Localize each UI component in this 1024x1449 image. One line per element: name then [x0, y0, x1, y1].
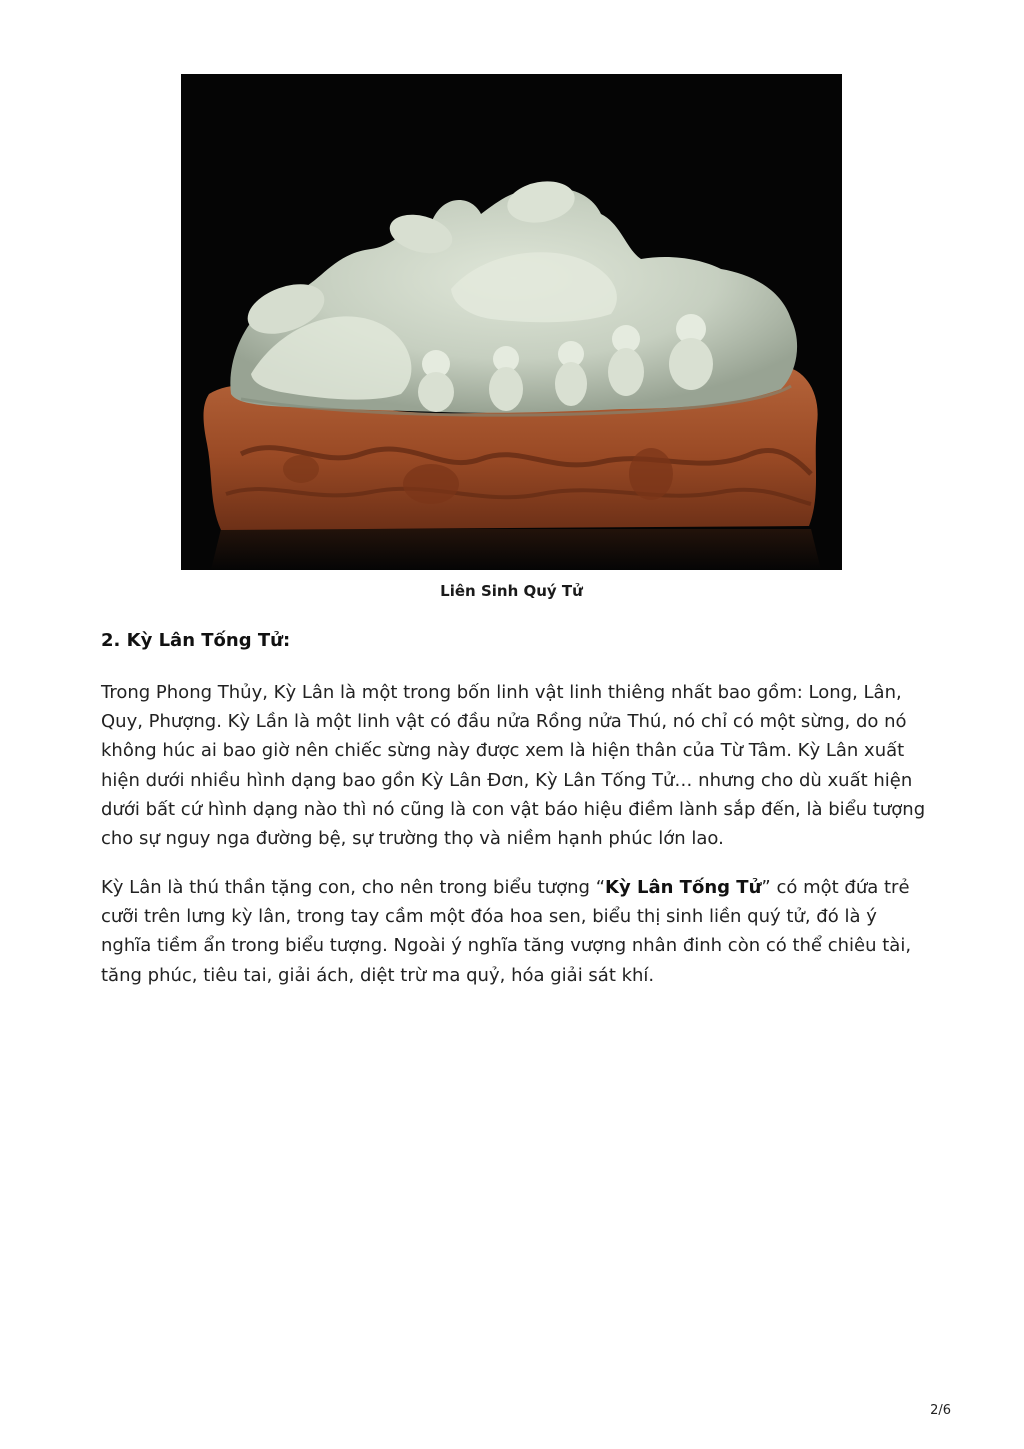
jade-sculpture-image — [181, 74, 842, 570]
paragraph-2 — [101, 873, 931, 990]
figure-caption: Liên Sinh Quý Tử — [440, 582, 583, 600]
jade-carving-illustration — [181, 74, 842, 570]
paragraph-2-bold-term: Kỳ Lân Tống Tử — [605, 877, 762, 898]
paragraph-2-text-after: ” có một đứa trẻ cưỡi trên lưng kỳ lân, trong tay cầm một đóa hoa sen, biểu thị sinh liền quý tử, đó là ý nghĩa tiềm ẩn trong biểu tượng. Ngoài ý nghĩa tăng vượng nhân đinh còn có thể chiêu tài, tăng phúc, tiêu tai, giải ách, diệt trừ ma quỷ, hóa giải sát khí. — [101, 877, 912, 986]
paragraph-2-text-before: Kỳ Lân là thú thần tặng con, cho nên trong biểu tượng “ — [101, 877, 606, 898]
section-heading: 2. Kỳ Lân Tống Tử: — [101, 630, 291, 651]
page-number: 2/6 — [930, 1403, 951, 1418]
paragraph-1: Trong Phong Thủy, Kỳ Lân là một trong bốn linh vật linh thiêng nhất bao gồm: Long, Lân, Quy, Phượng. Kỳ Lần là một linh vật có đầu nửa Rồng nửa Thú, nó chỉ có một sừng, do nó không húc ai bao giờ nên chiếc sừng này được xem là hiện thân của Từ Tâm. Kỳ Lân xuất hiện dưới nhiều hình dạng bao gồn Kỳ Lân Đơn, Kỳ Lân Tống Tử… nhưng cho dù xuất hiện dưới bất cứ hình dạng nào thì nó cũng là con vật báo hiệu điềm lành sắp đến, là biểu tượng cho sự nguy nga đường bệ, sự trường thọ và niềm hạnh phúc lớn lao. — [101, 682, 926, 850]
